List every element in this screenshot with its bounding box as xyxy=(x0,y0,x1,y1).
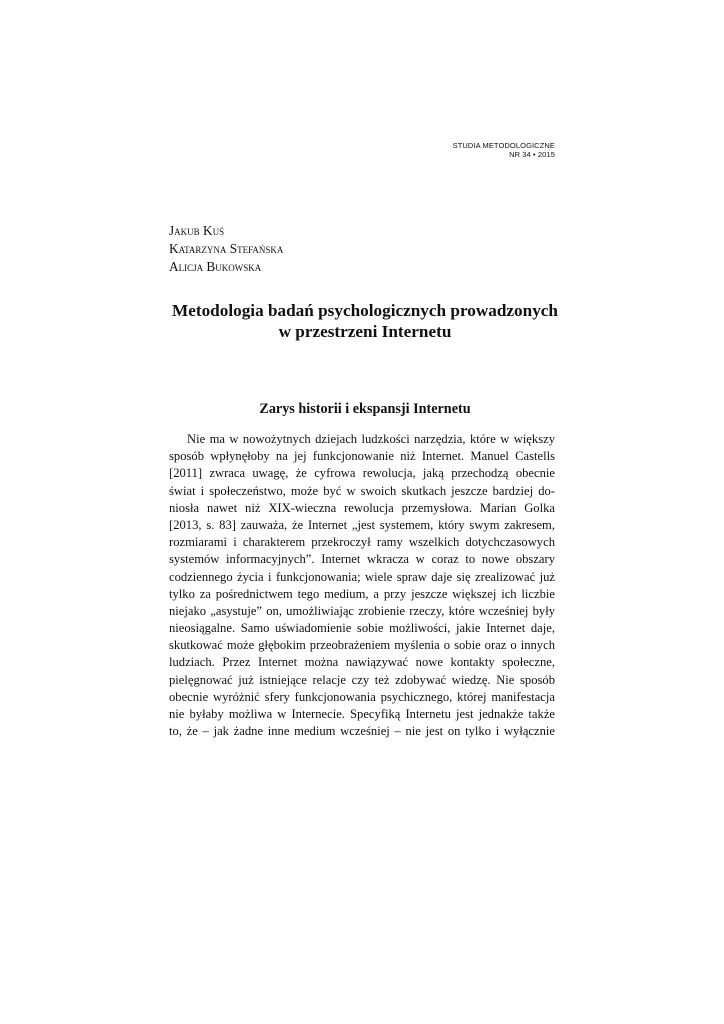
author-name: Jakub Kuś xyxy=(169,223,225,238)
journal-header xyxy=(453,141,555,159)
text-line: to, że – jak żadne inne medium wcześniej – nie jest on tylko i wyłącznie xyxy=(169,724,555,739)
text-line: rozmiarami i charakterem przekroczył ramy wszelkich dotychczasowych xyxy=(169,535,555,550)
text-line: pielęgnować już istniejące relacje czy też zdobywać wiedzę. Nie sposób xyxy=(169,672,555,687)
text-line: nieosiągalne. Samo uświadomienie sobie możliwości, jakie Internet daje, xyxy=(169,621,555,636)
text-line: obecnie wyróżnić sfery funkcjonowania psychicznego, której manifestacja xyxy=(169,689,555,704)
author-name: Katarzyna Stefańska xyxy=(169,241,284,257)
body-paragraph xyxy=(169,431,555,740)
text-line: codziennego życia i funkcjonowania; wiele spraw daje się zrealizować już xyxy=(169,569,555,584)
text-line: Nie ma w nowożytnych dziejach ludzkości narzędzia, które w większy xyxy=(187,432,555,446)
text-line: [2011] zwraca uwagę, że cyfrowa rewolucja, jaką przechodzą obecnie xyxy=(169,466,555,481)
text-line: niosła nawet niż XIX-wieczna rewolucja przemysłowa. Marian Golka xyxy=(169,500,555,515)
journal-name: STUDIA METODOLOGICZNE xyxy=(452,141,555,150)
journal-issue: NR 34 • 2015 xyxy=(509,150,555,159)
title-line: w przestrzeni Internetu xyxy=(278,322,452,341)
text-line: systemów informacyjnych”. Internet wkracza w coraz to nowe obszary xyxy=(169,552,555,567)
text-line: skutkować może głębokim przeobrażeniem myślenia o sobie oraz o innych xyxy=(169,638,555,653)
section-heading: Zarys historii i ekspansji Internetu xyxy=(259,401,471,417)
title-line: Metodologia badań psychologicznych prowadzonych xyxy=(172,301,558,320)
text-line: tylko za pośrednictwem tego medium, a przy jeszcze większej ich liczbie xyxy=(169,586,555,601)
text-line: nie byłaby możliwa w Internecie. Specyfiką Internetu jest jednakże także xyxy=(169,707,555,721)
author-name: Alicja Bukowska xyxy=(169,259,262,275)
text-line: świat i społeczeństwo, może być w swoich skutkach jeszcze bardziej do- xyxy=(169,483,555,498)
text-line: ludziach. Przez Internet można nawiązywać nowe kontakty społeczne, xyxy=(169,655,555,670)
article-title xyxy=(150,300,580,342)
text-line: sposób wpłynęłoby na jej funkcjonowanie niż Internet. Manuel Castells xyxy=(169,449,555,464)
text-line: [2013, s. 83] zauważa, że Internet „jest systemem, który swym zakresem, xyxy=(169,517,555,532)
text-line: niejako „asystuje” on, umożliwiając zrobienie rzeczy, które wcześniej były xyxy=(169,603,555,618)
author-list xyxy=(169,222,283,277)
